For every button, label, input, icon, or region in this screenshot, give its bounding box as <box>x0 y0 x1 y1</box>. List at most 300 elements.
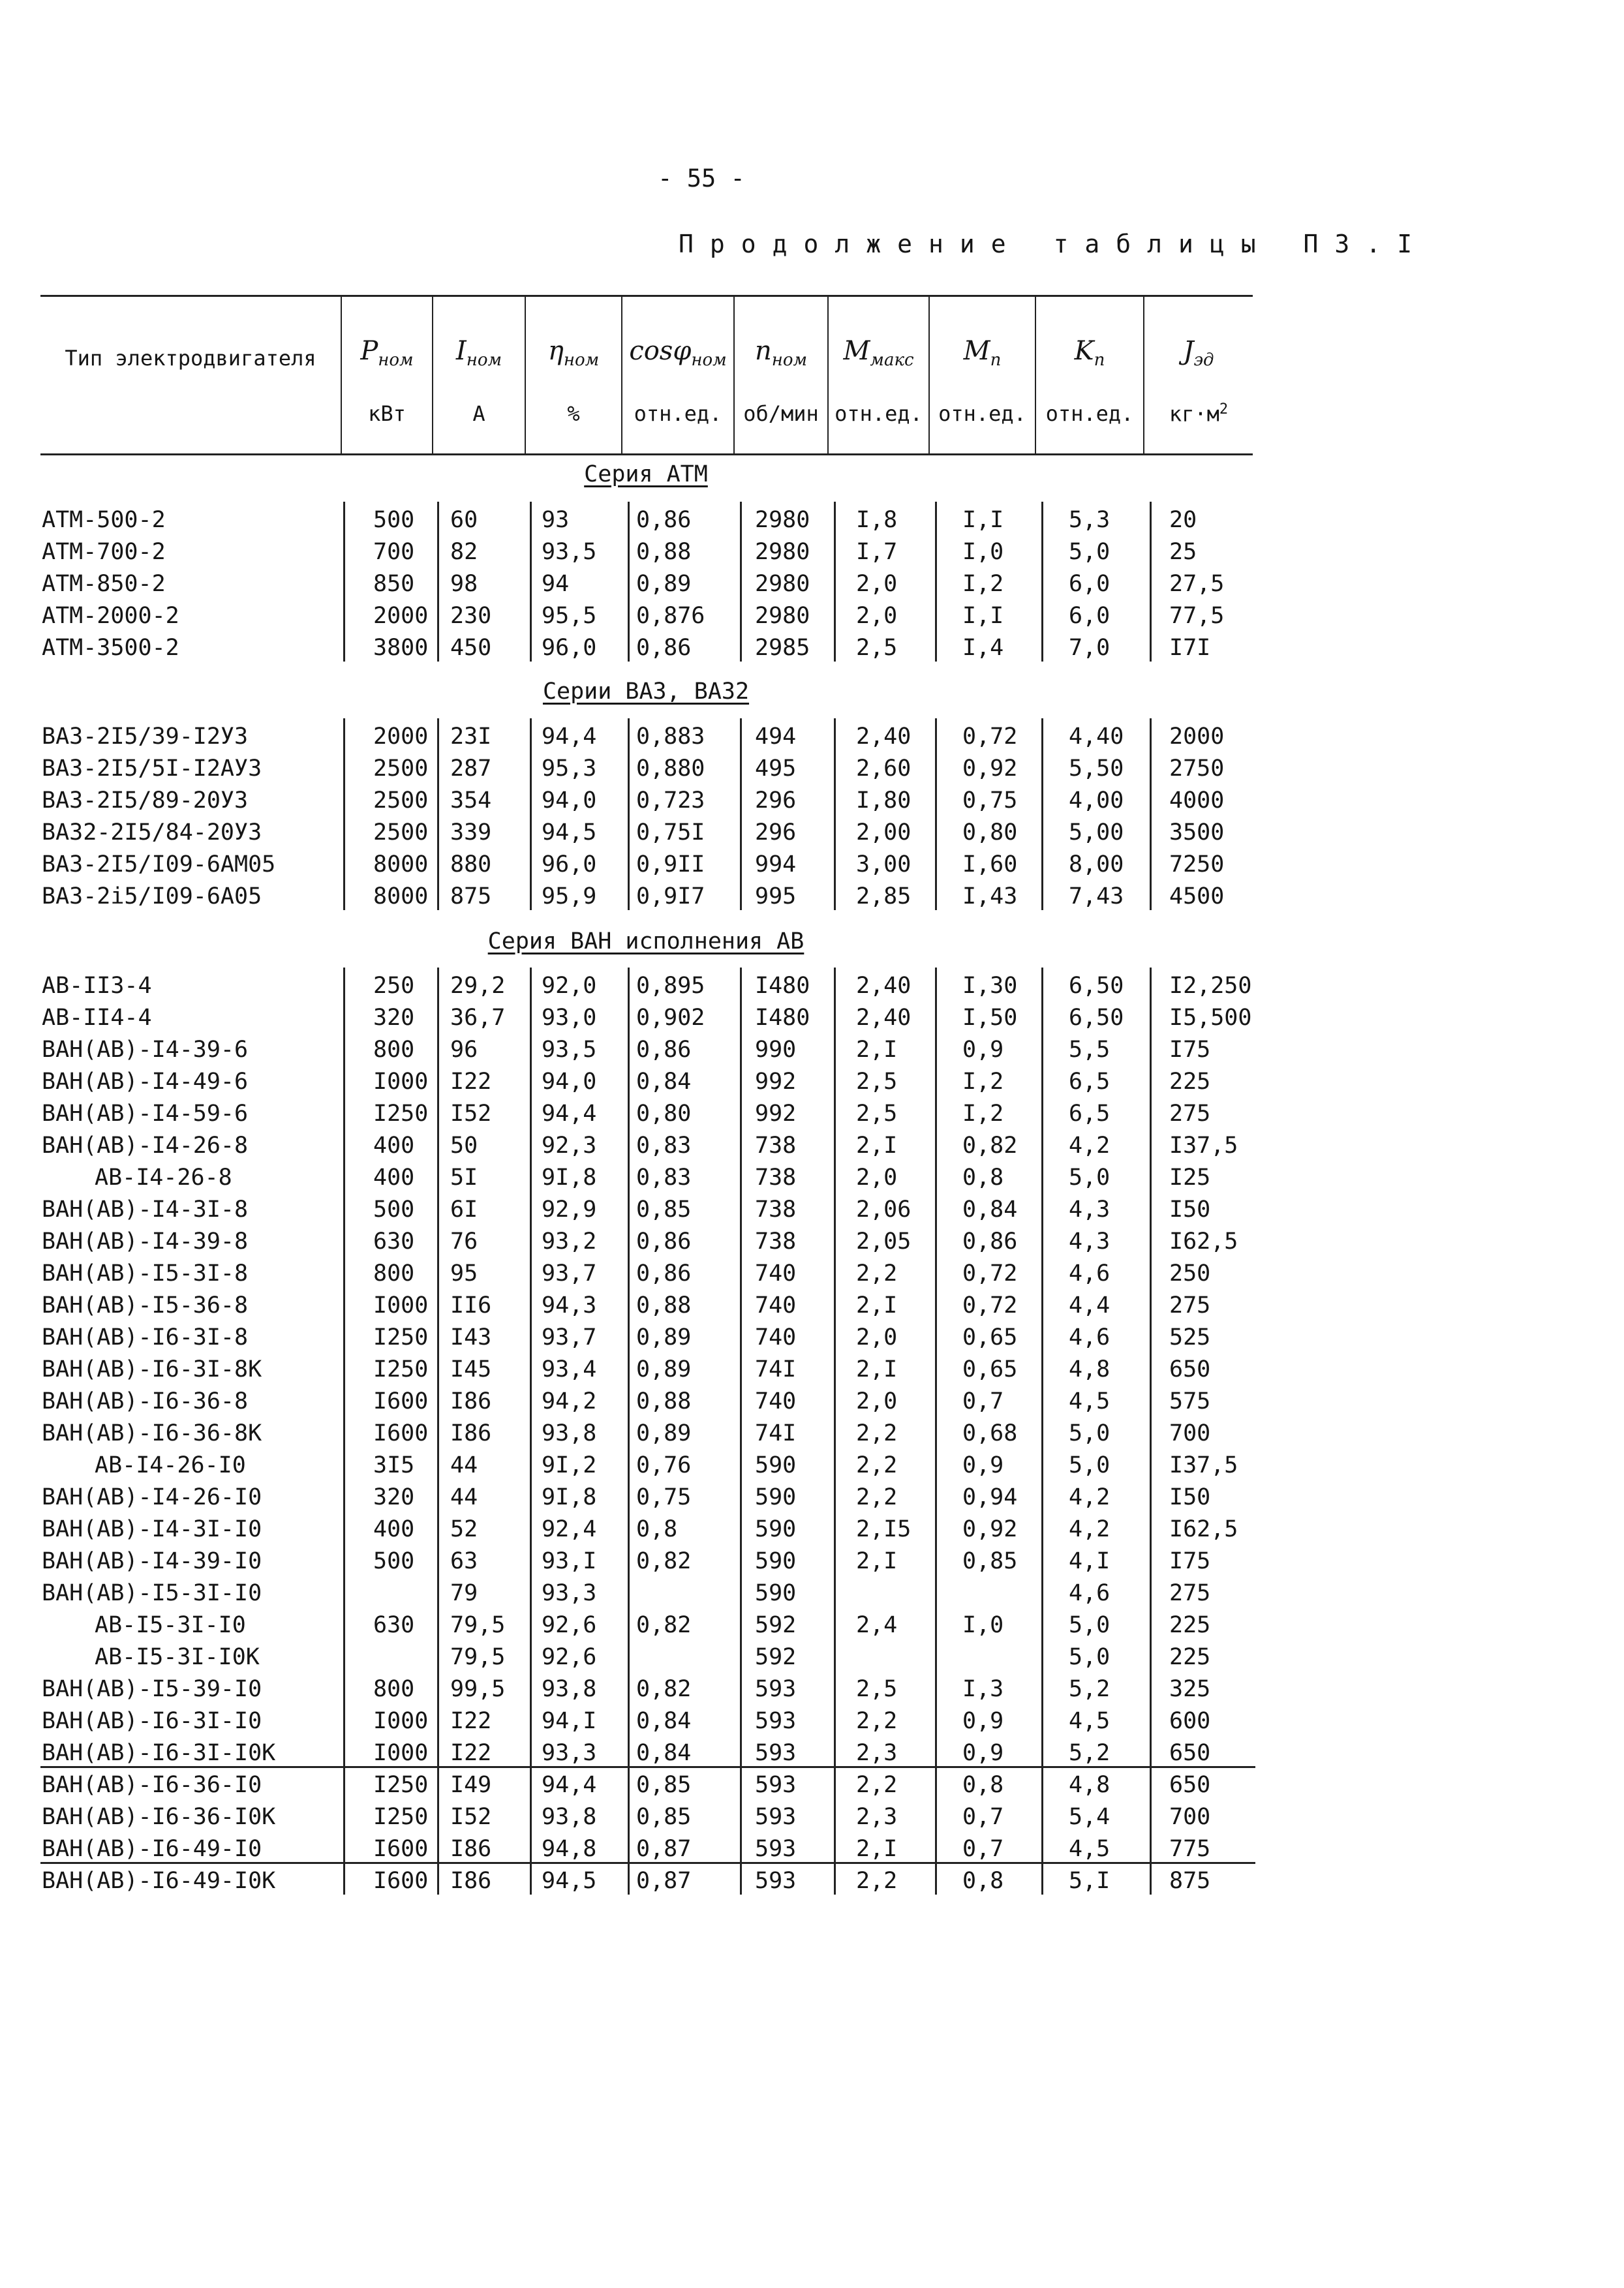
m-start-cell: 0,65 <box>962 1356 1018 1382</box>
m-max-cell: 2,40 <box>856 724 912 750</box>
motor-type: ВАН(АВ)-I4-39-I0 <box>42 1548 262 1574</box>
k-start-cell: 4,4 <box>1069 1292 1111 1319</box>
eta-nom-cell: 93,I <box>542 1548 597 1574</box>
m-start-cell: I,0 <box>962 539 1004 565</box>
header-symbol <box>342 336 432 370</box>
p-nom-cell: 320 <box>373 1005 415 1031</box>
unit-text: А <box>472 401 485 426</box>
m-max-cell: 2,0 <box>856 1165 898 1191</box>
column-rule <box>1041 968 1043 1895</box>
p-nom-cell: 2500 <box>373 787 429 814</box>
column-rule <box>628 968 630 1895</box>
m-start-cell: 0,7 <box>962 1836 1004 1862</box>
symbol-subscript: п <box>1094 350 1105 370</box>
m-max-cell: 2,3 <box>856 1740 898 1766</box>
j-inertia-cell: I62,5 <box>1169 1516 1238 1542</box>
table-row <box>0 1546 1624 1578</box>
p-nom-cell: I000 <box>373 1740 429 1766</box>
eta-nom-cell: 9I,8 <box>542 1165 597 1191</box>
column-rule <box>343 718 345 910</box>
k-start-cell: 5,0 <box>1069 1420 1111 1446</box>
motor-type: ВАН(АВ)-I4-3I-8 <box>42 1197 249 1223</box>
cos-phi-cell: 0,80 <box>636 1101 692 1127</box>
cos-phi-cell: 0,86 <box>636 507 692 533</box>
k-start-cell: 4,6 <box>1069 1260 1111 1287</box>
m-max-cell: I,8 <box>856 507 898 533</box>
k-start-cell: 6,5 <box>1069 1069 1111 1095</box>
table-row <box>0 970 1624 1002</box>
column-rule <box>834 718 836 910</box>
table-row <box>0 1034 1624 1066</box>
eta-nom-cell: 92,6 <box>542 1612 597 1638</box>
m-max-cell: 2,05 <box>856 1228 912 1255</box>
eta-nom-cell: 93 <box>542 507 570 533</box>
i-nom-cell: I86 <box>450 1836 492 1862</box>
table-row <box>0 1865 1624 1897</box>
eta-nom-cell: 93,7 <box>542 1324 597 1350</box>
eta-nom-cell: 93,2 <box>542 1228 597 1255</box>
m-start-cell: 0,7 <box>962 1388 1004 1414</box>
cos-phi-cell: 0,76 <box>636 1452 692 1478</box>
p-nom-cell: I600 <box>373 1388 429 1414</box>
k-start-cell: 5,0 <box>1069 1452 1111 1478</box>
table-row <box>0 1450 1624 1482</box>
i-nom-cell: 875 <box>450 883 492 909</box>
n-nom-cell: 296 <box>755 819 797 846</box>
i-nom-cell: 29,2 <box>450 973 506 999</box>
p-nom-cell: 400 <box>373 1133 415 1159</box>
j-inertia-cell: 225 <box>1169 1644 1211 1670</box>
group-rule <box>40 1766 1255 1768</box>
m-max-cell: I,80 <box>856 787 912 814</box>
j-inertia-cell: 650 <box>1169 1356 1211 1382</box>
table-row <box>0 1226 1624 1258</box>
m-max-cell: 2,00 <box>856 819 912 846</box>
table-row <box>0 721 1624 753</box>
k-start-cell: 6,50 <box>1069 973 1124 999</box>
n-nom-cell: 593 <box>755 1772 797 1798</box>
m-max-cell: 2,I5 <box>856 1516 912 1542</box>
k-start-cell: 4,2 <box>1069 1133 1111 1159</box>
j-inertia-cell: 225 <box>1169 1069 1211 1095</box>
k-start-cell: 5,5 <box>1069 1037 1111 1063</box>
k-start-cell: 4,6 <box>1069 1324 1111 1350</box>
table-row <box>0 1705 1624 1737</box>
table-row <box>0 1130 1624 1162</box>
j-inertia-cell: 275 <box>1169 1101 1211 1127</box>
p-nom-cell: I600 <box>373 1420 429 1446</box>
table-row <box>0 1258 1624 1290</box>
i-nom-cell: 79,5 <box>450 1644 506 1670</box>
j-inertia-cell: 775 <box>1169 1836 1211 1862</box>
cos-phi-cell: 0,895 <box>636 973 705 999</box>
m-start-cell: 0,7 <box>962 1804 1004 1830</box>
m-start-cell: I,0 <box>962 1612 1004 1638</box>
j-inertia-cell: 2750 <box>1169 755 1225 782</box>
n-nom-cell: I480 <box>755 973 810 999</box>
m-max-cell: 2,60 <box>856 755 912 782</box>
p-nom-cell: 630 <box>373 1228 415 1255</box>
table-row <box>0 785 1624 817</box>
p-nom-cell: 630 <box>373 1612 415 1638</box>
eta-nom-cell: 96,0 <box>542 635 597 661</box>
unit-text: отн.ед. <box>634 401 722 426</box>
i-nom-cell: 96 <box>450 1037 478 1063</box>
j-inertia-cell: 325 <box>1169 1676 1211 1702</box>
m-max-cell: 2,40 <box>856 973 912 999</box>
k-start-cell: 5,0 <box>1069 1644 1111 1670</box>
cos-phi-cell: 0,82 <box>636 1548 692 1574</box>
motor-type: АВ-II3-4 <box>42 973 152 999</box>
motor-type: ВАЗ-2I5/5I-I2АУ3 <box>42 755 262 782</box>
motor-type: ВАЗ2-2I5/84-20У3 <box>42 819 262 846</box>
m-start-cell: 0,72 <box>962 724 1018 750</box>
unit-text: отн.ед. <box>1045 401 1134 426</box>
p-nom-cell: 2500 <box>373 819 429 846</box>
cos-phi-cell: 0,723 <box>636 787 705 814</box>
i-nom-cell: II6 <box>450 1292 492 1319</box>
eta-nom-cell: 94,0 <box>542 1069 597 1095</box>
m-max-cell: 2,3 <box>856 1804 898 1830</box>
eta-nom-cell: 9I,8 <box>542 1484 597 1510</box>
motor-type: ВАН(АВ)-I6-36-8К <box>42 1420 262 1446</box>
n-nom-cell: 740 <box>755 1292 797 1319</box>
eta-nom-cell: 93,8 <box>542 1804 597 1830</box>
p-nom-cell: I000 <box>373 1708 429 1734</box>
k-start-cell: 4,3 <box>1069 1228 1111 1255</box>
header-cos-phi-nom <box>621 297 733 453</box>
motor-type: ВАН(АВ)-I4-49-6 <box>42 1069 249 1095</box>
i-nom-cell: 76 <box>450 1228 478 1255</box>
header-j-inertia <box>1143 297 1253 453</box>
p-nom-cell: 2500 <box>373 755 429 782</box>
p-nom-cell: 320 <box>373 1484 415 1510</box>
motor-type: ВАН(АВ)-I6-3I-8К <box>42 1356 262 1382</box>
cos-phi-cell: 0,88 <box>636 1292 692 1319</box>
n-nom-cell: 992 <box>755 1069 797 1095</box>
symbol-subscript: ном <box>771 350 808 370</box>
n-nom-cell: 593 <box>755 1708 797 1734</box>
k-start-cell: 4,5 <box>1069 1388 1111 1414</box>
j-inertia-cell: 700 <box>1169 1804 1211 1830</box>
i-nom-cell: 82 <box>450 539 478 565</box>
j-inertia-cell: 3500 <box>1169 819 1225 846</box>
unit-superscript: 2 <box>1219 401 1229 418</box>
p-nom-cell: 3800 <box>373 635 429 661</box>
cos-phi-cell: 0,89 <box>636 1356 692 1382</box>
eta-nom-cell: 95,3 <box>542 755 597 782</box>
j-inertia-cell: 875 <box>1169 1868 1211 1894</box>
motor-type: АТМ-2000-2 <box>42 603 179 629</box>
header-unit <box>526 401 621 426</box>
column-rule <box>740 968 742 1895</box>
table-row <box>0 1418 1624 1450</box>
eta-nom-cell: 92,9 <box>542 1197 597 1223</box>
m-max-cell: 2,0 <box>856 1324 898 1350</box>
k-start-cell: 4,00 <box>1069 787 1124 814</box>
n-nom-cell: 995 <box>755 883 797 909</box>
cos-phi-cell: 0,84 <box>636 1069 692 1095</box>
m-max-cell: 2,I <box>856 1356 898 1382</box>
j-inertia-cell: 575 <box>1169 1388 1211 1414</box>
header-m-start <box>928 297 1035 453</box>
m-max-cell: 2,06 <box>856 1197 912 1223</box>
section-title: Серия АТМ <box>584 461 708 487</box>
column-rule <box>1150 502 1152 662</box>
i-nom-cell: I22 <box>450 1708 492 1734</box>
column-rule <box>1041 718 1043 910</box>
column-rule <box>530 718 532 910</box>
motor-type: ВАН(АВ)-I6-36-8 <box>42 1388 249 1414</box>
j-inertia-cell: I37,5 <box>1169 1452 1238 1478</box>
p-nom-cell: 3I5 <box>373 1452 415 1478</box>
cos-phi-cell: 0,880 <box>636 755 705 782</box>
m-start-cell: 0,9 <box>962 1452 1004 1478</box>
i-nom-cell: 98 <box>450 571 478 597</box>
eta-nom-cell: 94,0 <box>542 787 597 814</box>
n-nom-cell: 592 <box>755 1612 797 1638</box>
header-unit <box>829 401 928 426</box>
n-nom-cell: 495 <box>755 755 797 782</box>
m-start-cell: 0,9 <box>962 1708 1004 1734</box>
m-max-cell: 2,I <box>856 1037 898 1063</box>
table-row <box>0 1386 1624 1418</box>
eta-nom-cell: 94,5 <box>542 1868 597 1894</box>
m-start-cell: 0,85 <box>962 1548 1018 1574</box>
m-start-cell: 0,8 <box>962 1772 1004 1798</box>
eta-nom-cell: 96,0 <box>542 851 597 877</box>
symbol-letter: M <box>843 336 870 366</box>
symbol-letter: M <box>963 336 990 366</box>
cos-phi-cell: 0,83 <box>636 1165 692 1191</box>
table-row <box>0 881 1624 913</box>
table-row <box>0 1673 1624 1705</box>
m-max-cell: 2,I <box>856 1548 898 1574</box>
eta-nom-cell: 92,3 <box>542 1133 597 1159</box>
k-start-cell: 5,0 <box>1069 539 1111 565</box>
cos-phi-cell: 0,89 <box>636 1324 692 1350</box>
p-nom-cell: 500 <box>373 507 415 533</box>
cos-phi-cell: 0,88 <box>636 1388 692 1414</box>
cos-phi-cell: 0,86 <box>636 635 692 661</box>
m-start-cell: 0,75 <box>962 787 1018 814</box>
k-start-cell: 6,5 <box>1069 1101 1111 1127</box>
eta-nom-cell: 93,3 <box>542 1580 597 1606</box>
p-nom-cell: 250 <box>373 973 415 999</box>
p-nom-cell: 500 <box>373 1197 415 1223</box>
m-start-cell: I,2 <box>962 1069 1004 1095</box>
m-start-cell: I,4 <box>962 635 1004 661</box>
j-inertia-cell: I37,5 <box>1169 1133 1238 1159</box>
k-start-cell: 6,0 <box>1069 571 1111 597</box>
i-nom-cell: I43 <box>450 1324 492 1350</box>
n-nom-cell: 494 <box>755 724 797 750</box>
header-eta-nom <box>525 297 621 453</box>
cos-phi-cell: 0,85 <box>636 1804 692 1830</box>
m-max-cell: 2,85 <box>856 883 912 909</box>
cos-phi-cell: 0,9II <box>636 851 705 877</box>
motor-type: АВ-I5-3I-I0К <box>95 1644 260 1670</box>
eta-nom-cell: 94,3 <box>542 1292 597 1319</box>
p-nom-cell: I250 <box>373 1804 429 1830</box>
m-start-cell: I,2 <box>962 571 1004 597</box>
i-nom-cell: 99,5 <box>450 1676 506 1702</box>
k-start-cell: 7,43 <box>1069 883 1124 909</box>
m-start-cell: 0,9 <box>962 1740 1004 1766</box>
n-nom-cell: 994 <box>755 851 797 877</box>
column-rule <box>437 968 439 1895</box>
column-rule <box>834 502 836 662</box>
i-nom-cell: 6I <box>450 1197 478 1223</box>
i-nom-cell: 44 <box>450 1452 478 1478</box>
unit-text: отн.ед. <box>938 401 1026 426</box>
column-rule <box>437 502 439 662</box>
motor-type: ВАН(АВ)-I6-36-I0 <box>42 1772 262 1798</box>
unit-text: отн.ед. <box>835 401 923 426</box>
symbol-letter: P <box>360 336 378 366</box>
p-nom-cell: 8000 <box>373 851 429 877</box>
n-nom-cell: 74I <box>755 1420 797 1446</box>
eta-nom-cell: 9I,2 <box>542 1452 597 1478</box>
symbol-subscript: макс <box>870 350 914 370</box>
header-m-max <box>827 297 928 453</box>
cos-phi-cell: 0,85 <box>636 1772 692 1798</box>
eta-nom-cell: 94,5 <box>542 819 597 846</box>
j-inertia-cell: I62,5 <box>1169 1228 1238 1255</box>
motor-type: АВ-II4-4 <box>42 1005 152 1031</box>
eta-nom-cell: 92,6 <box>542 1644 597 1670</box>
cos-phi-cell: 0,902 <box>636 1005 705 1031</box>
m-max-cell: 3,00 <box>856 851 912 877</box>
eta-nom-cell: 94,8 <box>542 1836 597 1862</box>
cos-phi-cell: 0,89 <box>636 1420 692 1446</box>
table-row <box>0 817 1624 849</box>
j-inertia-cell: 250 <box>1169 1260 1211 1287</box>
m-max-cell: 2,5 <box>856 1069 898 1095</box>
motor-type: ВАН(АВ)-I6-3I-8 <box>42 1324 249 1350</box>
n-nom-cell: 593 <box>755 1740 797 1766</box>
i-nom-cell: 23I <box>450 724 492 750</box>
column-rule <box>1041 502 1043 662</box>
cos-phi-cell: 0,87 <box>636 1868 692 1894</box>
j-inertia-cell: I50 <box>1169 1484 1211 1510</box>
column-rule <box>437 718 439 910</box>
i-nom-cell: 95 <box>450 1260 478 1287</box>
n-nom-cell: 992 <box>755 1101 797 1127</box>
k-start-cell: 5,2 <box>1069 1676 1111 1702</box>
eta-nom-cell: 95,9 <box>542 883 597 909</box>
table-row <box>0 1322 1624 1354</box>
j-inertia-cell: I7I <box>1169 635 1211 661</box>
j-inertia-cell: I2,250 <box>1169 973 1252 999</box>
n-nom-cell: I480 <box>755 1005 810 1031</box>
j-inertia-cell: 20 <box>1169 507 1197 533</box>
cos-phi-cell: 0,83 <box>636 1133 692 1159</box>
m-max-cell: 2,I <box>856 1133 898 1159</box>
k-start-cell: 4,8 <box>1069 1772 1111 1798</box>
i-nom-cell: I22 <box>450 1740 492 1766</box>
header-type-label: Тип электродвигателя <box>65 346 316 371</box>
i-nom-cell: 880 <box>450 851 492 877</box>
i-nom-cell: 287 <box>450 755 492 782</box>
eta-nom-cell: 93,4 <box>542 1356 597 1382</box>
table-row <box>0 1737 1624 1769</box>
section-title: Серии ВАЗ, ВАЗ2 <box>542 679 750 705</box>
header-symbol <box>930 336 1035 370</box>
k-start-cell: 8,00 <box>1069 851 1124 877</box>
i-nom-cell: I52 <box>450 1804 492 1830</box>
motor-type: ВАН(АВ)-I5-39-I0 <box>42 1676 262 1702</box>
cos-phi-cell: 0,86 <box>636 1260 692 1287</box>
cos-phi-cell: 0,75I <box>636 819 705 846</box>
eta-nom-cell: 93,0 <box>542 1005 597 1031</box>
motor-type: АВ-I4-26-8 <box>95 1165 232 1191</box>
cos-phi-cell: 0,75 <box>636 1484 692 1510</box>
n-nom-cell: 740 <box>755 1324 797 1350</box>
eta-nom-cell: 94 <box>542 571 570 597</box>
i-nom-cell: I86 <box>450 1868 492 1894</box>
n-nom-cell: 2980 <box>755 603 810 629</box>
m-max-cell: 2,I <box>856 1836 898 1862</box>
k-start-cell: 5,0 <box>1069 1612 1111 1638</box>
cos-phi-cell: 0,86 <box>636 1037 692 1063</box>
j-inertia-cell: 650 <box>1169 1772 1211 1798</box>
n-nom-cell: 990 <box>755 1037 797 1063</box>
column-rule <box>1150 968 1152 1895</box>
motor-type: АТМ-850-2 <box>42 571 166 597</box>
n-nom-cell: 593 <box>755 1868 797 1894</box>
header-k-start <box>1035 297 1143 453</box>
k-start-cell: 4,6 <box>1069 1580 1111 1606</box>
eta-nom-cell: 92,0 <box>542 973 597 999</box>
m-start-cell: I,60 <box>962 851 1018 877</box>
eta-nom-cell: 95,5 <box>542 603 597 629</box>
n-nom-cell: 590 <box>755 1516 797 1542</box>
k-start-cell: 4,40 <box>1069 724 1124 750</box>
cos-phi-cell: 0,86 <box>636 1228 692 1255</box>
j-inertia-cell: 600 <box>1169 1708 1211 1734</box>
header-unit <box>342 401 432 426</box>
eta-nom-cell: 93,5 <box>542 539 597 565</box>
k-start-cell: 4,2 <box>1069 1484 1111 1510</box>
symbol-subscript: ном <box>466 350 502 370</box>
m-max-cell: 2,2 <box>856 1708 898 1734</box>
j-inertia-cell: 700 <box>1169 1420 1211 1446</box>
m-max-cell: 2,0 <box>856 1388 898 1414</box>
table-row <box>0 1769 1624 1801</box>
n-nom-cell: 738 <box>755 1165 797 1191</box>
column-rule <box>935 718 937 910</box>
header-p-nom <box>341 297 432 453</box>
m-start-cell: I,3 <box>962 1676 1004 1702</box>
k-start-cell: 4,2 <box>1069 1516 1111 1542</box>
m-start-cell: 0,80 <box>962 819 1018 846</box>
i-nom-cell: I22 <box>450 1069 492 1095</box>
motor-type: ВАЗ-2I5/I09-6АМ05 <box>42 851 276 877</box>
m-start-cell: 0,8 <box>962 1868 1004 1894</box>
motor-type: АТМ-700-2 <box>42 539 166 565</box>
j-inertia-cell: 275 <box>1169 1292 1211 1319</box>
p-nom-cell: 800 <box>373 1676 415 1702</box>
k-start-cell: 4,5 <box>1069 1708 1111 1734</box>
m-start-cell: 0,72 <box>962 1292 1018 1319</box>
symbol-letter: K <box>1074 336 1094 366</box>
table-header <box>40 295 1253 455</box>
cos-phi-cell: 0,89 <box>636 571 692 597</box>
column-rule <box>740 718 742 910</box>
j-inertia-cell: I75 <box>1169 1037 1211 1063</box>
symbol-subscript: п <box>990 350 1002 370</box>
